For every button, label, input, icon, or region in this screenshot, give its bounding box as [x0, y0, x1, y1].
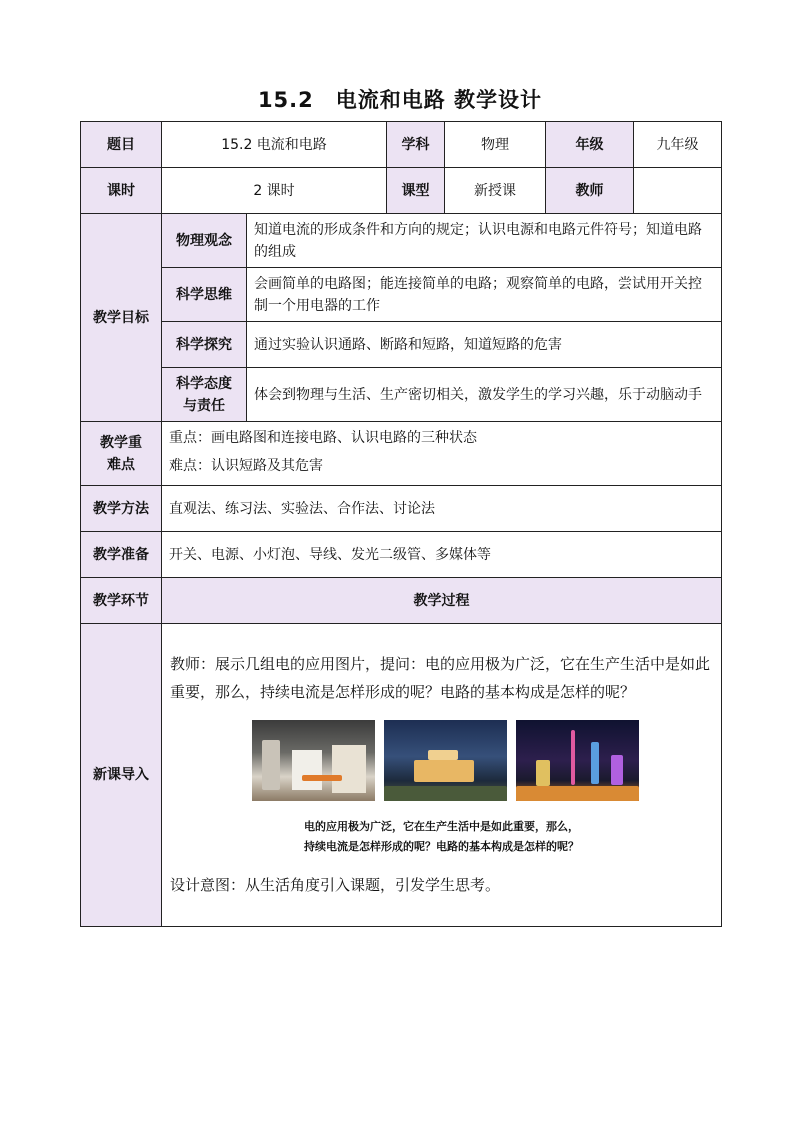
city-night-image: [516, 720, 639, 801]
topic-value: 15.2 电流和电路: [162, 122, 387, 168]
design-intent-text: 设计意图：从生活角度引入课题，引发学生思考。: [170, 876, 501, 894]
goal-row: [81, 322, 722, 368]
key-points-label: 教学重难点: [81, 422, 162, 486]
type-label: 课型: [387, 168, 445, 214]
key-points-cell: [162, 422, 722, 486]
key-focus: 重点：画电路图和连接电路、认识电路的三种状态: [169, 430, 477, 446]
method-row: [81, 486, 722, 532]
hours-value: 2 课时: [162, 168, 387, 214]
goals-label: 教学目标: [81, 214, 162, 422]
teacher-label: 教师: [546, 168, 634, 214]
goal-text: 体会到物理与生活、生产密切相关，激发学生的学习兴趣，乐于动脑动手: [247, 368, 722, 422]
caption-line: 持续电流是怎样形成的呢？电路的基本构成是怎样的呢？: [304, 840, 579, 853]
prep-label: 教学准备: [81, 532, 162, 578]
lit-house-image: [384, 720, 507, 801]
info-row-1: [81, 122, 722, 168]
process-header: 教学过程: [162, 578, 722, 624]
key-points-row: [81, 422, 722, 486]
subject-label: 学科: [387, 122, 445, 168]
lesson-plan-table: [80, 121, 722, 927]
key-difficulty: 难点：认识短路及其危害: [169, 458, 323, 474]
type-value: 新授课: [445, 168, 546, 214]
topic-label: 题目: [81, 122, 162, 168]
goal-row: [81, 214, 722, 268]
goal-text: 通过实验认识通路、断路和短路，知道短路的危害: [247, 322, 722, 368]
goal-label: 科学探究: [162, 322, 247, 368]
page-title: 15.2 电流和电路 教学设计: [257, 88, 543, 112]
grade-label: 年级: [546, 122, 634, 168]
goal-label: 物理观念: [162, 214, 247, 268]
method-label: 教学方法: [81, 486, 162, 532]
goal-text: 会画简单的电路图；能连接简单的电路；观察简单的电路，尝试用开关控制一个用电器的工作: [247, 268, 722, 322]
teacher-value: [634, 168, 722, 214]
illustration-caption: [170, 817, 713, 857]
caption-line: 电的应用极为广泛，它在生产生活中是如此重要，那么，: [304, 820, 579, 833]
goal-row: [81, 268, 722, 322]
illustration-strip: [252, 720, 713, 801]
intro-row: [81, 624, 722, 927]
prep-row: [81, 532, 722, 578]
grade-value: 九年级: [634, 122, 722, 168]
info-row-2: [81, 168, 722, 214]
intro-teacher-text: 教师：展示几组电的应用图片，提问：电的应用极为广泛，它在生产生活中是如此重要，那么，持续电流是怎样形成的呢？电路的基本构成是怎样的呢？: [170, 655, 711, 701]
goal-row: [81, 368, 722, 422]
subject-value: 物理: [445, 122, 546, 168]
prep-text: 开关、电源、小灯泡、导线、发光二级管、多媒体等: [162, 532, 722, 578]
method-text: 直观法、练习法、实验法、合作法、讨论法: [162, 486, 722, 532]
goal-text: 知道电流的形成条件和方向的规定；认识电源和电路元件符号；知道电路的组成: [247, 214, 722, 268]
appliance-store-image: [252, 720, 375, 801]
process-header-row: [81, 578, 722, 624]
hours-label: 课时: [81, 168, 162, 214]
goal-label: 科学思维: [162, 268, 247, 322]
intro-label: 新课导入: [81, 624, 162, 927]
intro-cell: [162, 624, 722, 927]
goal-label: 科学态度与责任: [162, 368, 247, 422]
process-label: 教学环节: [81, 578, 162, 624]
